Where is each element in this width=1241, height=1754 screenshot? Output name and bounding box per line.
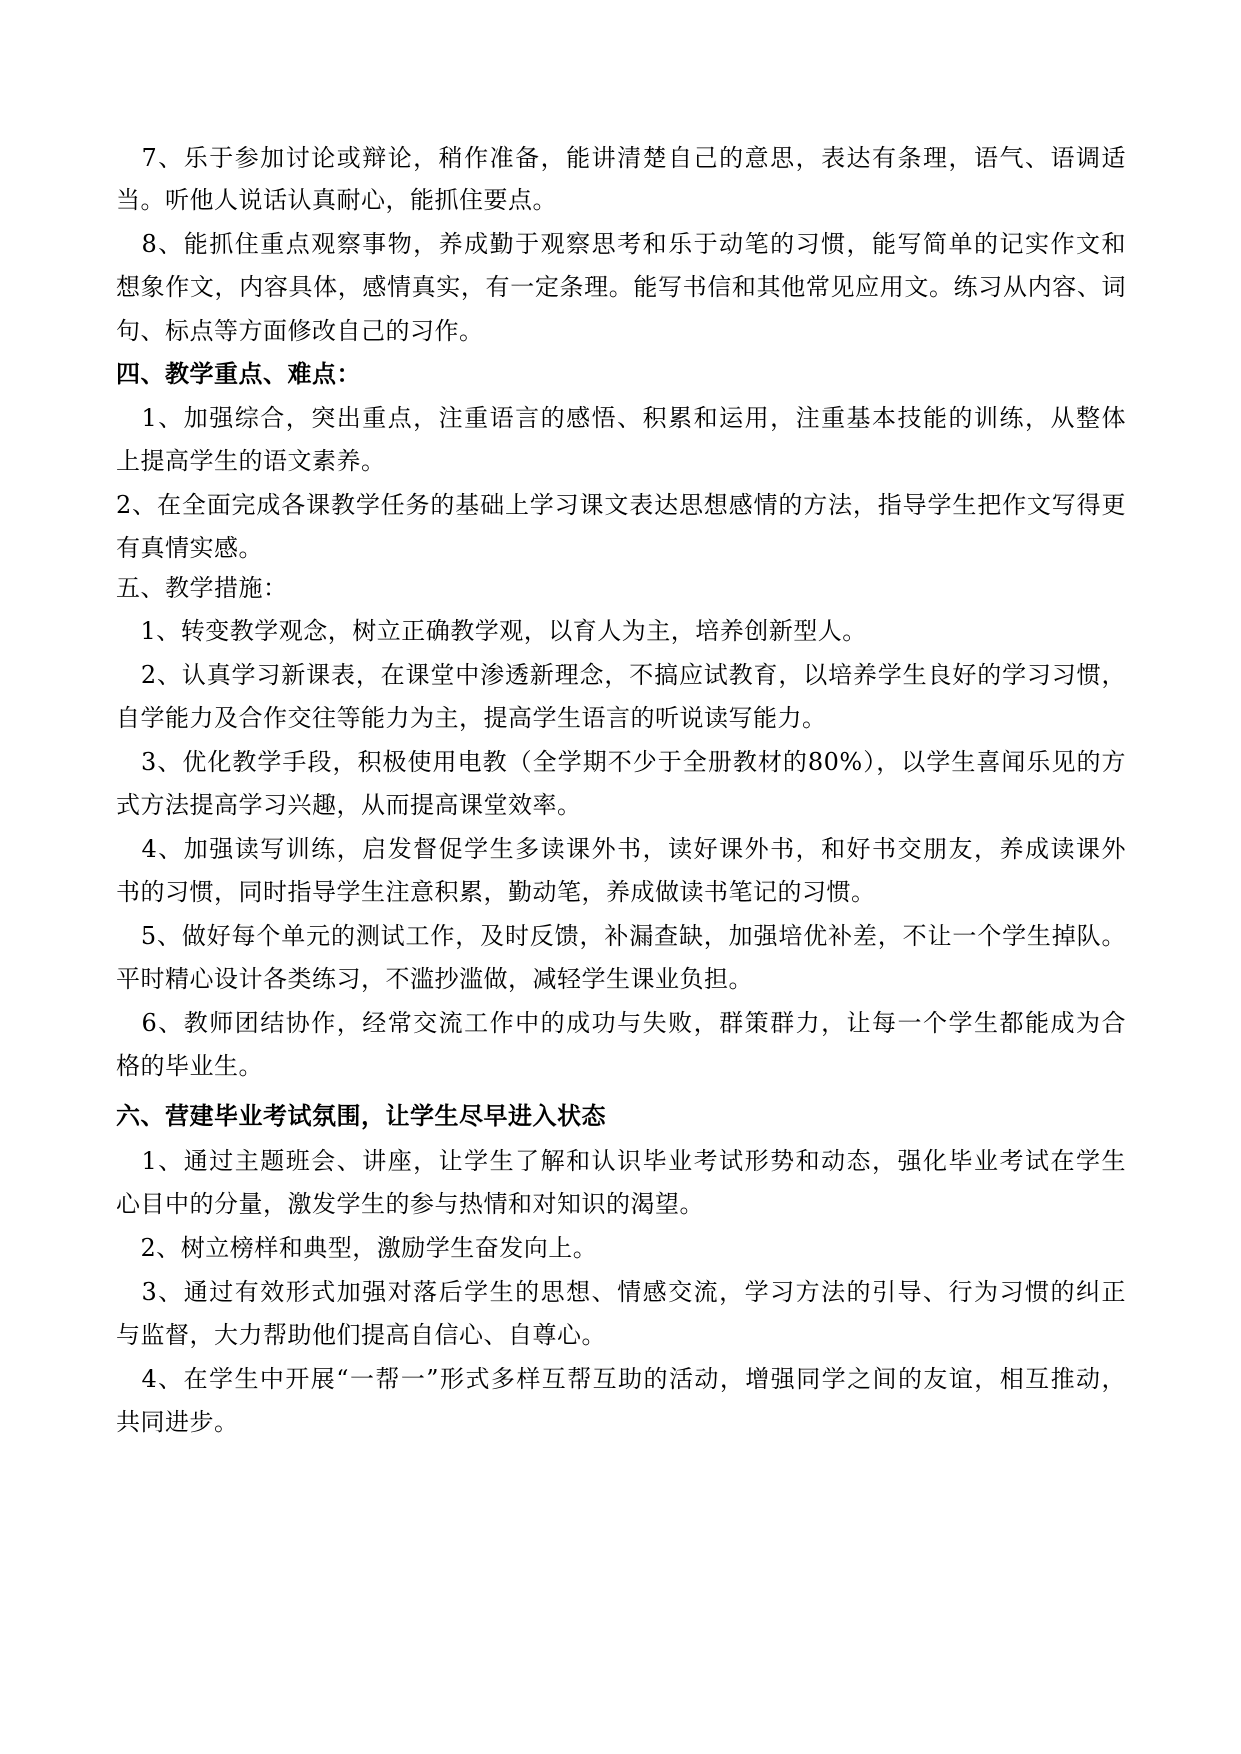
section-5-item-5-line-2: 平时精心设计各类练习，不滥抄滥做，减轻学生课业负担。 [116,965,753,993]
section-6-item-3-line-2: 与监督，大力帮助他们提高自信心、自尊心。 [116,1321,606,1349]
section-4-item-2-line-1: 2、在全面完成各课教学任务的基础上学习课文表达思想感情的方法，指导学生把作文写得更 [116,491,1126,519]
section-5-item-1-line-1: 1、转变教学观念，树立正确教学观，以育人为主，培养创新型人。 [116,617,867,645]
section-6-item-2-line-1: 2、树立榜样和典型，激励学生奋发向上。 [116,1234,598,1262]
section-4-item-1-line-1: 1、加强综合，突出重点，注重语言的感悟、积累和运用，注重基本技能的训练，从整体 [116,404,1126,432]
section-5-item-3-line-1: 3、优化教学手段，积极使用电教（全学期不少于全册教材的80%），以学生喜闻乐见的方 [116,748,1126,776]
section-5-item-2-line-2: 自学能力及合作交往等能力为主，提高学生语言的听说读写能力。 [116,704,827,732]
paragraph-8-line-3: 句、标点等方面修改自己的习作。 [116,317,484,345]
section-5-item-2-line-1: 2、认真学习新课表，在课堂中渗透新理念，不搞应试教育，以培养学生良好的学习习惯， [116,661,1126,689]
section-6-item-3-line-1: 3、通过有效形式加强对落后学生的思想、情感交流，学习方法的引导、行为习惯的纠正 [116,1278,1126,1306]
section-6-item-1-line-2: 心目中的分量，激发学生的参与热情和对知识的渴望。 [116,1190,704,1218]
section-5-item-6-line-2: 格的毕业生。 [116,1052,263,1080]
paragraph-7-line-2: 当。听他人说话认真耐心，能抓住要点。 [116,186,557,214]
section-6-heading: 六、营建毕业考试氛围，让学生尽早进入状态 [116,1101,606,1130]
paragraph-8-line-2: 想象作文，内容具体，感情真实，有一定条理。能写书信和其他常见应用文。练习从内容、词 [116,273,1126,301]
section-4-heading: 四、教学重点、难点： [116,359,361,388]
section-5-item-5-line-1: 5、做好每个单元的测试工作，及时反馈，补漏查缺，加强培优补差，不让一个学生掉队。 [116,922,1126,950]
section-4-item-2-line-2: 有真情实感。 [116,534,263,562]
section-5-item-4-line-1: 4、加强读写训练，启发督促学生多读课外书，读好课外书，和好书交朋友，养成读课外 [116,835,1126,863]
section-6-item-4-line-2: 共同进步。 [116,1408,239,1436]
section-6-item-4-line-1: 4、在学生中开展“一帮一”形式多样互帮互助的活动，增强同学之间的友谊，相互推动， [116,1365,1126,1393]
section-5-heading: 五、教学措施： [116,574,288,602]
section-4-item-1-line-2: 上提高学生的语文素养。 [116,447,386,475]
section-5-item-6-line-1: 6、教师团结协作，经常交流工作中的成功与失败，群策群力，让每一个学生都能成为合 [116,1009,1126,1037]
section-6-item-1-line-1: 1、通过主题班会、讲座，让学生了解和认识毕业考试形势和动态，强化毕业考试在学生 [116,1147,1126,1175]
section-5-item-4-line-2: 书的习惯，同时指导学生注意积累，勤动笔，养成做读书笔记的习惯。 [116,878,876,906]
section-5-item-3-line-2: 式方法提高学习兴趣，从而提高课堂效率。 [116,791,582,819]
paragraph-8-line-1: 8、能抓住重点观察事物，养成勤于观察思考和乐于动笔的习惯，能写简单的记实作文和 [116,230,1126,258]
paragraph-7-line-1: 7、乐于参加讨论或辩论，稍作准备，能讲清楚自己的意思，表达有条理，语气、语调适 [116,144,1126,172]
